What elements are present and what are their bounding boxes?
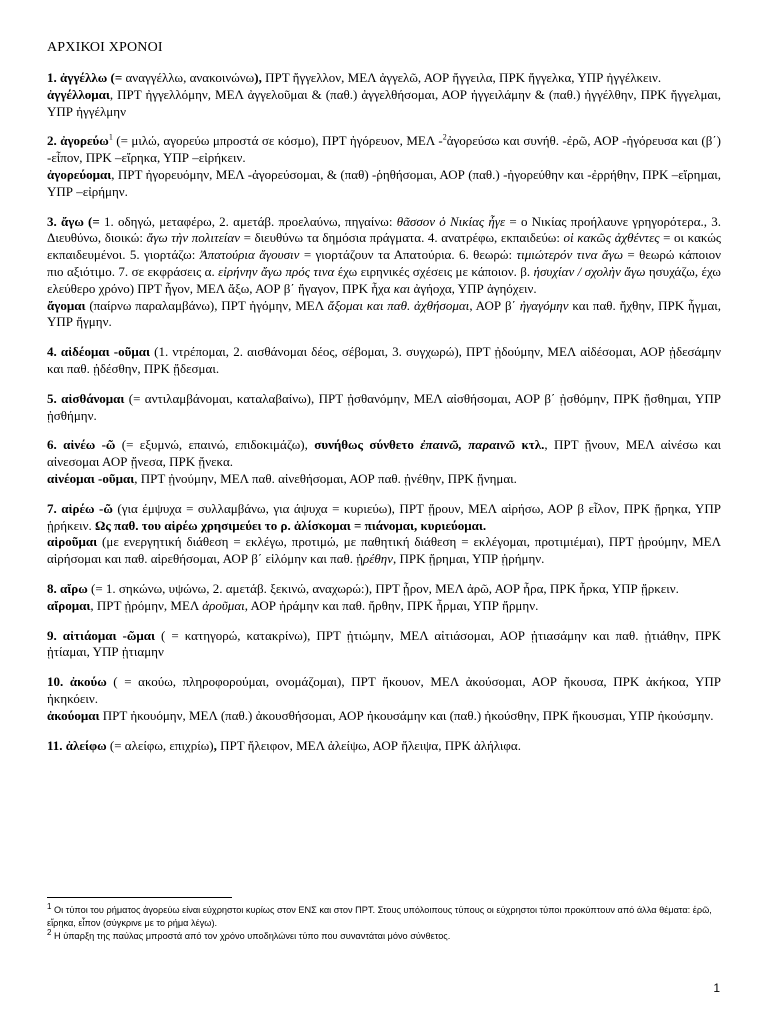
text-run: , ΠΡΤ ᾐνούμην, ΜΕΛ παθ. αἰνεθήσομαι, ΑΟΡ παθ. ᾐνέθην, ΠΡΚ ᾔνημαι. bbox=[134, 470, 517, 486]
verb-entry bbox=[47, 344, 721, 378]
text-run: εἰρήνην ἄγω πρός τινα bbox=[218, 263, 335, 279]
page-number: 1 bbox=[713, 981, 720, 995]
text-run: (= αλείφω, επιχρίω) bbox=[106, 737, 214, 753]
text-run: ἄξομαι και παθ. ἀχθήσομαι bbox=[327, 297, 470, 313]
text-run: ἐπαινῶ, παραινῶ bbox=[420, 437, 516, 453]
text-run: ρέθην bbox=[363, 551, 394, 567]
text-run: 1. ἀγγέλλω bbox=[47, 70, 108, 85]
text-run: 2. ἀγορεύω bbox=[47, 133, 109, 149]
text-run: (με ενεργητική διάθεση = εκλέγω, προτιμώ, με παθητική διάθεση = εκλέγομαι, προτιμιέμαι), ΠΡΤ ᾑρούμην, ΜΕΛ αἱρήσομαι και παθ. αἱρεθήσομαι, ΑΟΡ β΄ εἱλόμην και παθ. ᾑ bbox=[47, 534, 721, 567]
text-run: ἀγγέλλομαι bbox=[47, 86, 110, 102]
entry-active-forms bbox=[47, 70, 721, 87]
text-run: , bbox=[213, 737, 217, 753]
text-run: οἱ κακῶς ἀχθέντες bbox=[563, 230, 660, 246]
text-run: = γιορτάζουν τα Απατούρια. 6. θεωρώ: bbox=[299, 247, 517, 263]
text-run: , ΠΡΤ ᾐρόμην, ΜΕΛ bbox=[90, 597, 203, 613]
text-run: ( = ακούω, πληροφορούμαι, ονομάζομαι), ΠΡΤ ἤκουον, ΜΕΛ ἀκούσομαι, ΑΟΡ ἤκουσα, ΠΡΚ ἀκήκοα, ΥΠΡ ἠκηκόειν. bbox=[47, 674, 721, 706]
verb-entry bbox=[47, 133, 721, 200]
text-run: ΠΡΤ ἠκουόμην, ΜΕΛ (παθ.) ἀκουσθήσομαι, ΑΟΡ ἠκουσάμην και (παθ.) ἠκούσθην, ΠΡΚ ἤκουσμαι, ΥΠΡ ἠκούσμην. bbox=[99, 707, 714, 723]
entry-middle-passive-forms bbox=[47, 534, 721, 568]
verb-entry bbox=[47, 501, 721, 568]
text-run: 8. αἴρω bbox=[47, 580, 88, 596]
text-run: , ΠΡΤ ἠγορευόμην, ΜΕΛ -ἀγορεύσομαι, & (παθ) -ῥηθήσομαι, ΑΟΡ (παθ.) -ἠγορεύθην και -ἐρρήθην, ΠΡΚ –εἴρημαι, ΥΠΡ –εἰρήμην. bbox=[47, 166, 721, 199]
entry-middle-passive-forms bbox=[47, 87, 721, 121]
text-run: ΠΡΤ ἤλειφον, ΜΕΛ ἀλείψω, ΑΟΡ ἤλειψα, ΠΡΚ ἀλήλιφα. bbox=[216, 737, 521, 753]
text-run: Ως παθ. του αἱρέω χρησιμεύει το ρ. ἁλίσκομαι = πιάνομαι, κυριεύομαι. bbox=[94, 517, 487, 533]
text-run: και παθ. ἤχθην, ΠΡΚ ἦγμαι, ΥΠΡ ἤγμην. bbox=[47, 297, 722, 330]
page-title: ΑΡΧΙΚΟΙ ΧΡΟΝΟΙ bbox=[47, 40, 163, 55]
text-run: θᾶσσον ὁ Νικίας ἦγε bbox=[396, 213, 506, 229]
footnote-ref: 1 bbox=[108, 133, 113, 143]
text-run: Οι τύποι του ρήματος ἀγορεύω είναι εύχρηστοι κυρίως στον ΕΝΣ και στον ΠΡΤ. Στους υπόλοιπους τύπους οι εύχρηστοι τύποι προκύπτουν από άλλα θέματα: ἐρῶ, εἴρηκα, εἶπον (σύγκρινε με το ρήμα λέγω). bbox=[47, 905, 712, 928]
entry-middle-passive-forms bbox=[47, 167, 721, 201]
verb-entry bbox=[47, 674, 721, 724]
text-run: ( = κατηγορώ, κατακρίνω), ΠΡΤ ᾐτιώμην, ΜΕΛ αἰτιάσομαι, ΑΟΡ ᾐτιασάμην και παθ. ᾐτιάθην, ΠΡΚ ᾐτίαμαι, ΥΠΡ ᾐτιαμην bbox=[47, 627, 721, 660]
text-run: ἠγαγόμην bbox=[519, 297, 569, 313]
text-run: 5. αἰσθάνομαι bbox=[47, 390, 125, 406]
text-run: συνήθως σύνθετο bbox=[314, 437, 421, 453]
entry-middle-passive-forms bbox=[47, 598, 721, 615]
text-run: ἄγομαι bbox=[47, 297, 86, 313]
text-run: 10. ἀκούω bbox=[47, 674, 107, 690]
verb-entry bbox=[47, 628, 721, 662]
entry-active-forms bbox=[47, 214, 721, 298]
footnote-ref: 2 bbox=[47, 927, 52, 937]
text-run: ΠΡΤ ἤγγελλον, ΜΕΛ ἀγγελῶ, ΑΟΡ ἤγγειλα, ΠΡΚ ἤγγελκα, ΥΠΡ ἠγγέλκειν. bbox=[261, 70, 662, 85]
text-run: αἰνέομαι -οῦμαι bbox=[47, 470, 135, 486]
text-run: ἀροῦμαι bbox=[202, 597, 245, 613]
entry-middle-passive-forms bbox=[47, 298, 721, 332]
text-run: ἡσυχίαν / σχολὴν ἄγω bbox=[533, 263, 646, 279]
text-run: Ἀπατούρια ἄγουσιν bbox=[199, 247, 300, 263]
text-run: (= 1. σηκώνω, υψώνω, 2. αμετάβ. ξεκινώ, αναχωρώ:), ΠΡΤ ᾖρον, ΜΕΛ ἀρῶ, ΑΟΡ ἦρα, ΠΡΚ ἦρκα, ΥΠΡ ᾔρκειν. bbox=[87, 580, 679, 596]
text-run: κτλ. bbox=[515, 437, 545, 453]
entry-active-forms bbox=[47, 133, 721, 167]
entry-middle-passive-forms bbox=[47, 471, 721, 488]
text-run: , ΠΡΚ ᾕρημαι, ΥΠΡ ᾑρήμην. bbox=[393, 551, 545, 567]
text-run: ἀγήοχα, ΥΠΡ ἀγηόχειν. bbox=[410, 280, 537, 296]
text-run: = ο Νικίας προήλαυνε γρηγορότερα., 3. Διευθύνω, διοικώ: bbox=[47, 213, 721, 246]
text-run: έχω ειρηνικές σχέσεις με κάποιον. β. bbox=[334, 263, 534, 279]
text-run: , ΑΟΡ β΄ bbox=[469, 297, 520, 313]
text-run: ησυχάζω, έχω ελεύθερο χρόνο) ΠΡΤ ἦγον, ΜΕΛ ἄξω, ΑΟΡ β΄ ἤγαγον, ΠΡΚ ἦχα bbox=[47, 263, 721, 296]
text-run: (για έμψυχα = συλλαμβάνω, για άψυχα = κυριεύω), ΠΡΤ ᾕρουν, ΜΕΛ αἱρήσω, ΑΟΡ β εἷλον, ΠΡΚ ᾕρηκα, ΥΠΡ ᾑρήκειν. bbox=[47, 500, 721, 533]
text-run: ἄγω τὴν πολιτείαν bbox=[146, 230, 240, 246]
verb-entry bbox=[47, 437, 721, 487]
entry-middle-passive-forms bbox=[47, 708, 721, 725]
verb-entry bbox=[47, 738, 721, 755]
verb-entry bbox=[47, 581, 721, 615]
text-run: Η ύπαρξη της παύλας μπροστά από τον χρόνο υποδηλώνει τύπο που συναντάται μόνο σύνθετος. bbox=[51, 931, 451, 941]
footnote-separator bbox=[47, 897, 232, 898]
entry-active-forms bbox=[47, 437, 721, 471]
text-run: ἀγορεύσω και συνήθ. -ἐρῶ, ΑΟΡ -ἠγόρευσα και (β΄) -εἶπον, ΠΡΚ –εἴρηκα, ΥΠΡ –εἰρήκειν. bbox=[47, 133, 721, 166]
text-run: (= μιλώ, αγορεύω μπροστά σε κόσμο), ΠΡΤ ἠγόρευον, ΜΕΛ - bbox=[112, 133, 443, 149]
verb-entry bbox=[47, 70, 721, 120]
text-run: αἴρομαι bbox=[47, 597, 91, 613]
footnote bbox=[47, 901, 721, 930]
text-run: 4. αἰδέομαι -οῦμαι bbox=[47, 344, 151, 360]
entry-active-forms bbox=[47, 344, 721, 378]
text-run: 7. αἱρέω -ῶ bbox=[47, 500, 113, 516]
text-run: ), bbox=[254, 70, 262, 85]
text-run: και bbox=[393, 280, 411, 296]
text-run: 11. ἀλείφω bbox=[47, 737, 107, 753]
footnote-ref: 1 bbox=[47, 901, 52, 911]
text-run: , ΠΡΤ ἠγγελλόμην, ΜΕΛ ἀγγελοῦμαι & (παθ.) ἀγγελθήσομαι, ΑΟΡ ἠγγειλάμην & (παθ.) ἠγγέλθην, ΠΡΚ ἤγγελμαι, ΥΠΡ ἠγγέλμην bbox=[47, 86, 721, 119]
text-run: αναγγέλλω, ανακοινώνω bbox=[125, 70, 255, 85]
text-run: αἱροῦμαι bbox=[47, 534, 98, 550]
text-run: (1. ντρέπομαι, 2. αισθάνομαι δέος, σέβομαι, 3. συγχωρώ), ΠΡΤ ᾐδούμην, ΜΕΛ αἰδέσομαι, ΑΟΡ ᾐδεσάμην και παθ. ᾐδέσθην, ΠΡΚ ᾔδεσμαι. bbox=[47, 344, 721, 376]
text-run: = θεωρώ κάποιον πιο αξιότιμο. 7. σε εκφράσεις α. bbox=[47, 247, 722, 279]
footnotes bbox=[47, 901, 721, 943]
text-run: = διευθύνω τα δημόσια πράγματα. 4. ανατρέφω, εκπαιδεύω: bbox=[239, 230, 564, 246]
text-run: , ΠΡΤ ᾔνουν, ΜΕΛ αἰνέσω και αἰνεσομαι ΑΟΡ ᾔνεσα, ΠΡΚ ᾔνεκα. bbox=[47, 437, 721, 470]
text-run: ἀγορεύομαι bbox=[47, 166, 112, 182]
verb-entries-list bbox=[47, 70, 721, 754]
text-run: (παίρνω παραλαμβάνω), ΠΡΤ ἠγόμην, ΜΕΛ bbox=[85, 297, 328, 313]
entry-active-forms bbox=[47, 581, 721, 598]
entry-active-forms bbox=[47, 501, 721, 535]
text-run: 6. αἰνέω -ῶ bbox=[47, 437, 116, 453]
text-run: (= εξυμνώ, επαινώ, επιδοκιμάζω), bbox=[115, 437, 315, 453]
text-run: = οι κακώς εκπαιδευμένοι. 5. γιορτάζω: bbox=[47, 230, 722, 263]
text-run: τιμιώτερόν τινα ἄγω bbox=[516, 247, 624, 263]
text-run: 9. αἰτιάομαι -ῶμαι bbox=[47, 627, 155, 643]
verb-entry bbox=[47, 214, 721, 332]
text-run: 3. ἄγω (= bbox=[47, 213, 105, 229]
footnote-ref: 2 bbox=[442, 133, 447, 143]
verb-entry bbox=[47, 391, 721, 425]
text-run: , ΑΟΡ ἠράμην και παθ. ἤρθην, ΠΡΚ ἦρμαι, ΥΠΡ ἤρμην. bbox=[244, 597, 539, 613]
entry-active-forms bbox=[47, 391, 721, 425]
footnote bbox=[47, 927, 721, 943]
entry-active-forms bbox=[47, 628, 721, 662]
entry-active-forms bbox=[47, 674, 721, 708]
text-run: 1. οδηγώ, μεταφέρω, 2. αμετάβ. προελαύνω, πηγαίνω: bbox=[104, 213, 397, 229]
text-run: ἀκούομαι bbox=[47, 707, 100, 723]
entry-active-forms bbox=[47, 738, 721, 755]
text-run: (= αντιλαμβάνομαι, καταλαβαίνω), ΠΡΤ ᾐσθανόμην, ΜΕΛ αἰσθήσομαι, ΑΟΡ β΄ ᾐσθόμην, ΠΡΚ ᾔσθημαι, ΥΠΡ ᾐσθήμην. bbox=[47, 390, 721, 423]
document-page bbox=[47, 40, 721, 767]
text-run: (= bbox=[107, 70, 126, 85]
